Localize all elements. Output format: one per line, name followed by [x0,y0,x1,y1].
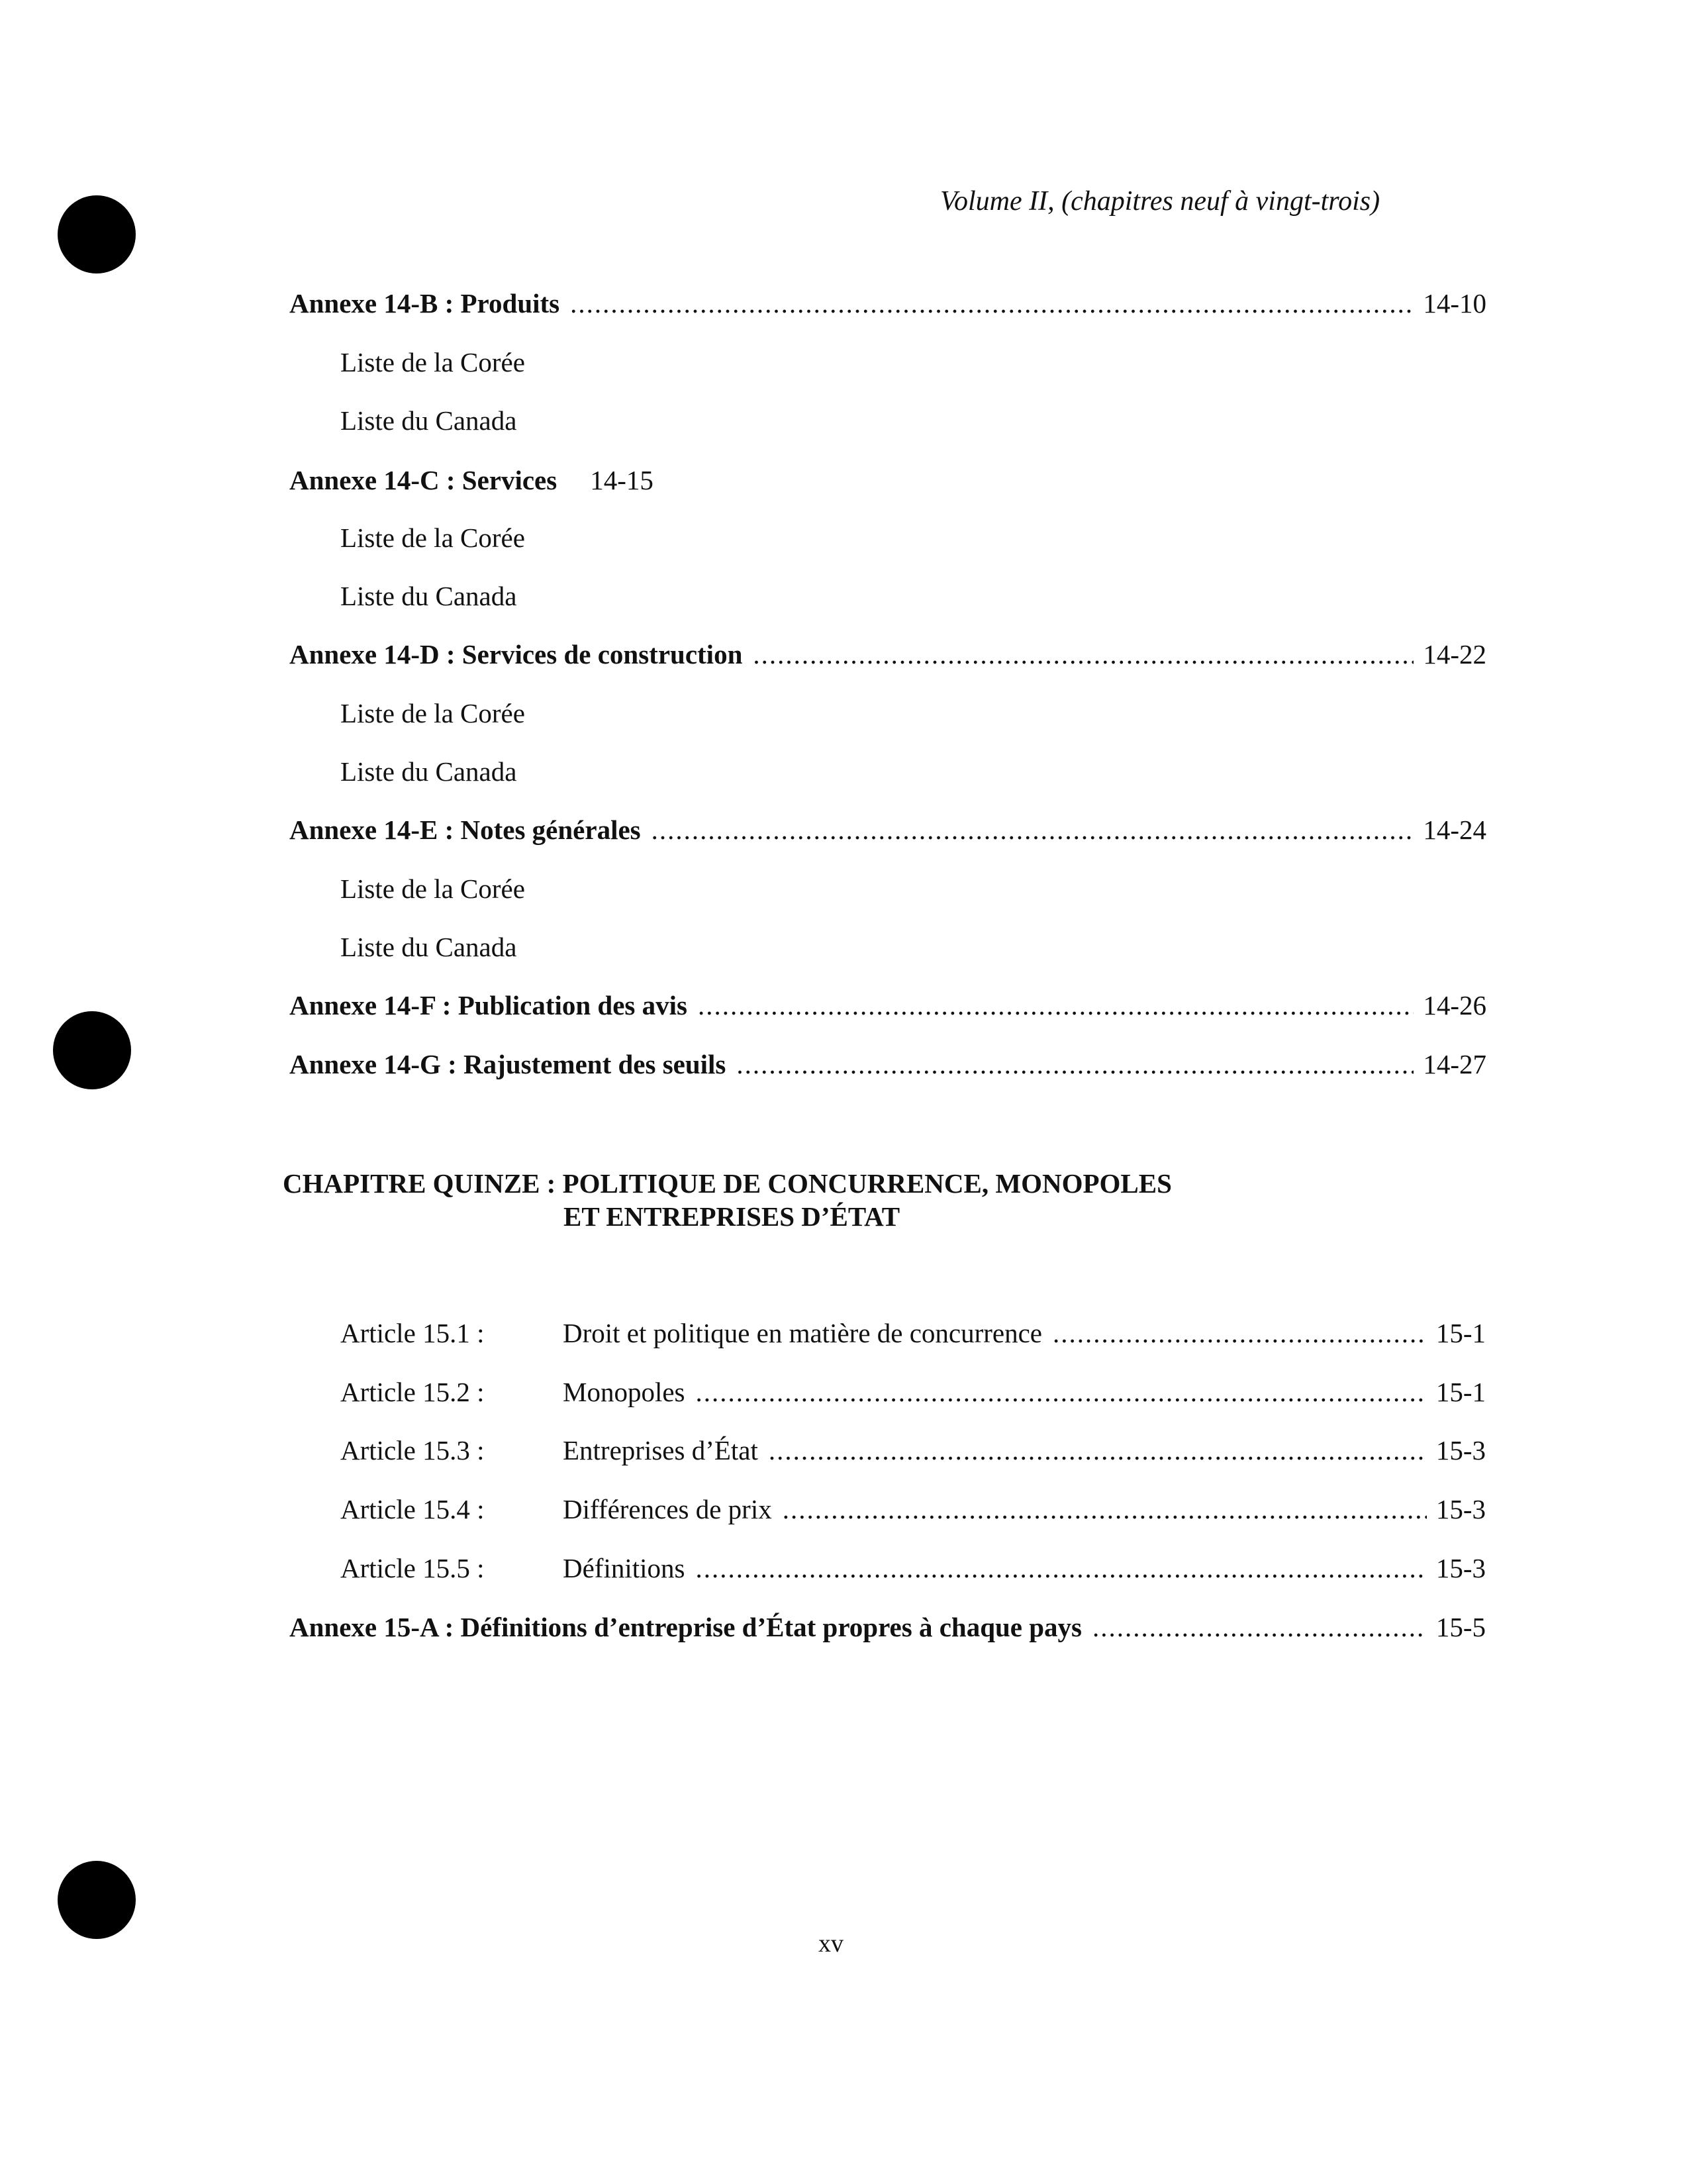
page-number: xv [818,1930,844,1958]
toc-entry-page: 14-10 [1423,288,1486,319]
toc-entry-page: 15-1 [1435,1318,1486,1348]
toc-entry-page: 14-15 [590,465,653,495]
chapter-heading-line1: CHAPITRE QUINZE : POLITIQUE DE CONCURRENCE, MONOPOLES [283,1168,1172,1199]
article-number: Article 15.5 : [340,1553,485,1583]
dot-leader [1092,1611,1427,1644]
dot-leader [570,287,1414,320]
toc-entry-page: 15-5 [1435,1612,1486,1642]
toc-entry-page: 15-3 [1435,1553,1486,1583]
toc-entry-annex-14-g[interactable] [289,1048,1486,1081]
toc-entry-title: Droit et politique en matière de concurrence [563,1318,1043,1348]
toc-entry-title: Monopoles [563,1377,685,1407]
dot-leader [651,813,1414,846]
toc-entry-article-15-1[interactable] [340,1316,1486,1350]
article-number: Article 15.2 : [340,1377,485,1407]
article-number: Article 15.3 : [340,1435,485,1465]
toc-subitem[interactable]: Liste de la Corée [340,873,525,904]
toc-subitem[interactable]: Liste du Canada [340,932,517,962]
toc-entry-article-15-5[interactable] [340,1552,1486,1585]
dot-leader [753,638,1414,671]
punch-hole [58,195,136,273]
dot-leader [783,1493,1427,1526]
article-number: Article 15.1 : [340,1318,485,1348]
toc-entry-annex-14-f[interactable] [289,989,1486,1022]
toc-subitem[interactable]: Liste de la Corée [340,347,525,377]
toc-entry-annex-15-a[interactable] [289,1611,1486,1644]
toc-subitem[interactable]: Liste de la Corée [340,522,525,553]
toc-subitem[interactable]: Liste de la Corée [340,698,525,728]
toc-subitem[interactable]: Liste du Canada [340,581,517,611]
toc-entry-annex-14-b[interactable] [289,287,1486,320]
toc-entry-title: Différences de prix [563,1494,772,1524]
toc-entry-title: Annexe 14-C : Services [289,465,557,495]
toc-entry-page: 14-26 [1423,990,1486,1020]
dot-leader [695,1552,1426,1585]
dot-leader [1053,1316,1427,1350]
toc-subitem[interactable]: Liste du Canada [340,756,517,787]
toc-entry-title: Annexe 14-B : Produits [289,288,560,319]
toc-entry-title: Annexe 14-E : Notes générales [289,815,641,845]
toc-entry-title: Annexe 14-G : Rajustement des seuils [289,1049,726,1079]
punch-hole [53,1011,131,1089]
toc-entry-annex-14-e[interactable] [289,813,1486,846]
running-header: Volume II, (chapitres neuf à vingt-trois) [940,186,1380,217]
dot-leader [769,1434,1427,1467]
toc-entry-title: Annexe 15-A : Définitions d’entreprise d’État propres à chaque pays [289,1612,1083,1642]
toc-entry-title: Annexe 14-F : Publication des avis [289,990,687,1020]
toc-entry-annex-14-d[interactable] [289,638,1486,671]
toc-entry-annex-14-c[interactable] [289,464,653,497]
toc-entry-title: Entreprises d’État [563,1435,758,1465]
punch-hole [58,1861,136,1939]
toc-subitem[interactable]: Liste du Canada [340,405,517,436]
chapter-heading-line2: ET ENTREPRISES D’ÉTAT [563,1201,900,1232]
toc-entry-page: 14-27 [1423,1049,1486,1079]
toc-entry-title: Définitions [563,1553,685,1583]
article-number: Article 15.4 : [340,1494,485,1524]
toc-entry-title: Annexe 14-D : Services de construction [289,639,743,670]
dot-leader [698,989,1414,1022]
dot-leader [696,1375,1427,1409]
toc-entry-page: 15-3 [1435,1494,1486,1524]
toc-entry-page: 15-3 [1435,1435,1486,1465]
toc-entry-article-15-2[interactable] [340,1375,1486,1409]
toc-entry-page: 14-22 [1423,639,1486,670]
toc-entry-article-15-4[interactable] [340,1493,1486,1526]
toc-entry-page: 14-24 [1423,815,1486,845]
toc-entry-article-15-3[interactable] [340,1434,1486,1467]
toc-entry-page: 15-1 [1435,1377,1486,1407]
chapter-heading[interactable] [283,1167,1172,1233]
dot-leader [736,1048,1414,1081]
